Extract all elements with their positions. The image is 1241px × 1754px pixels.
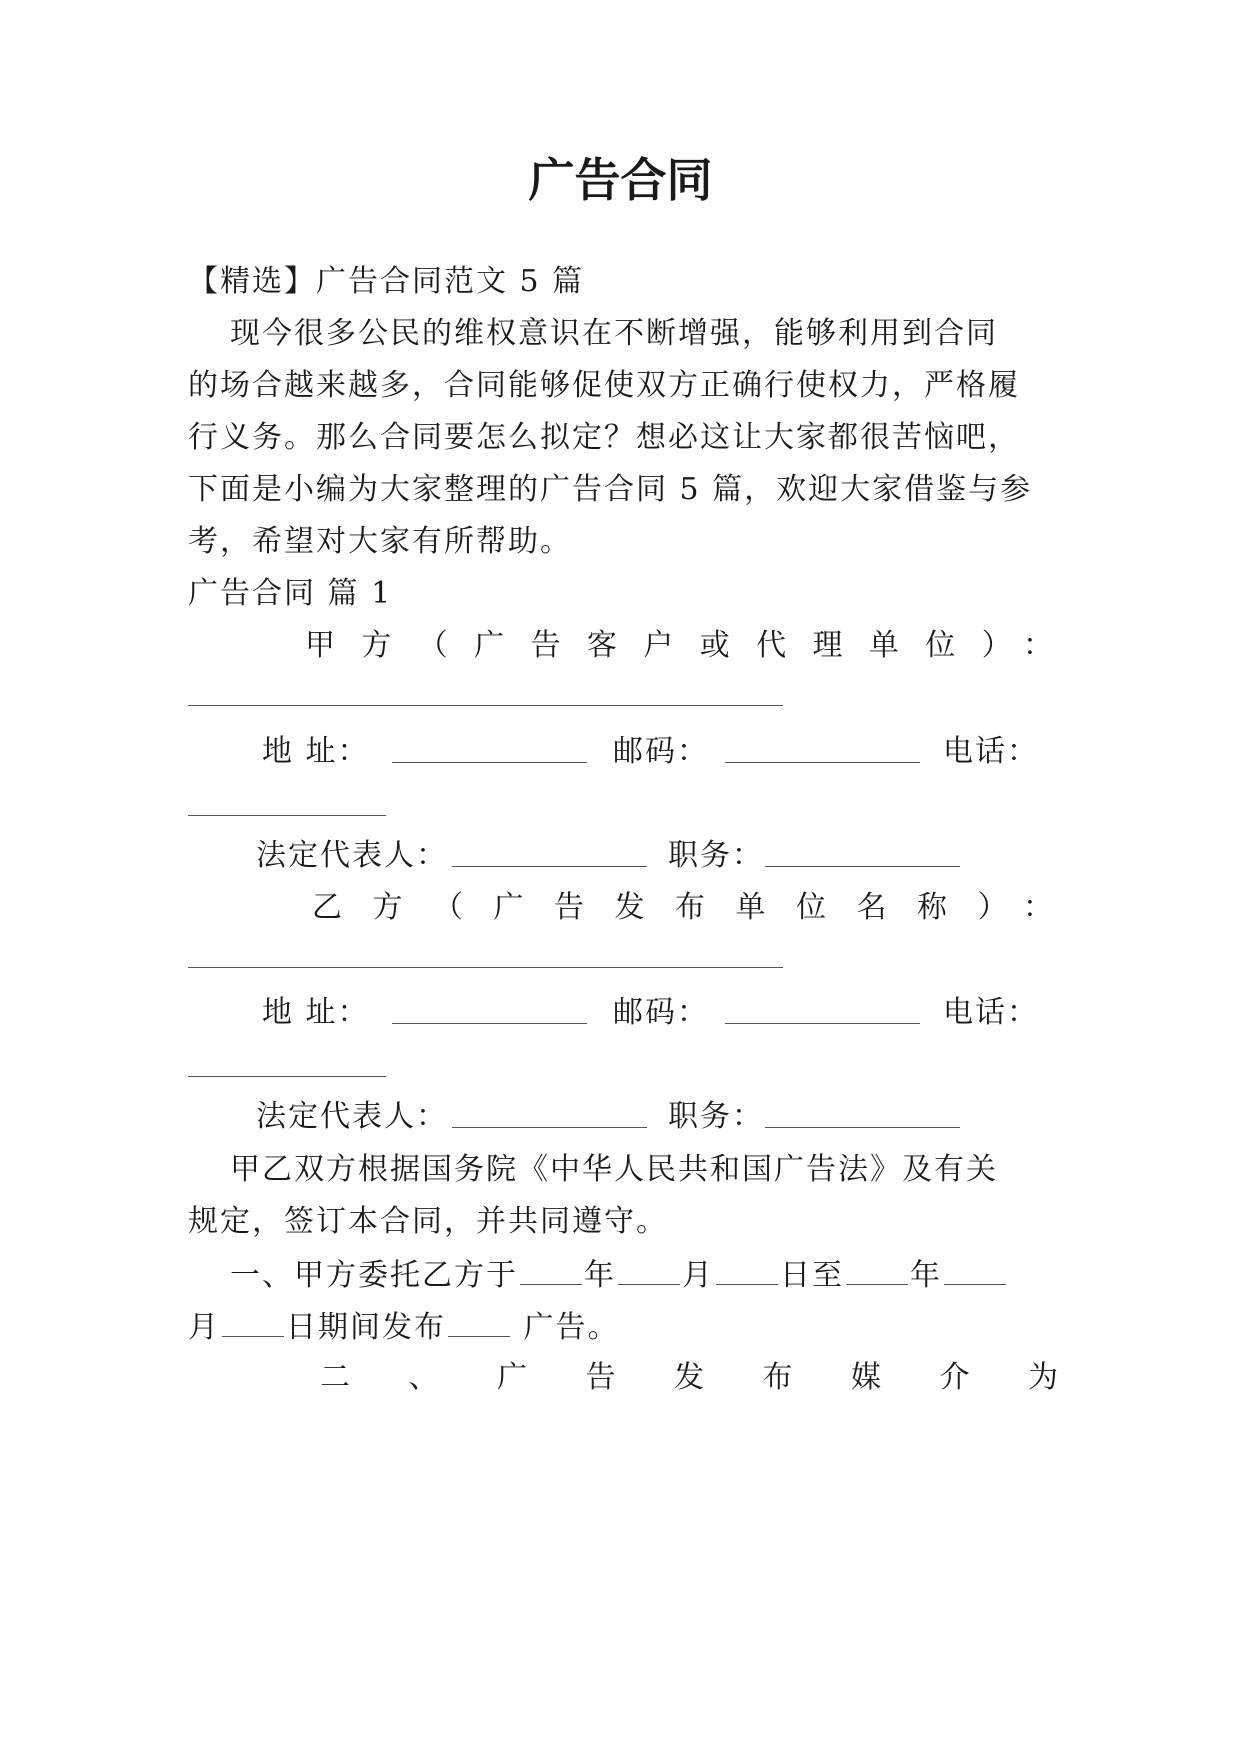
position-blank	[765, 1097, 960, 1128]
date-blank	[846, 1254, 908, 1285]
clause-1-line-1	[230, 1254, 1060, 1296]
address-label: 地 址：	[262, 734, 370, 769]
intro-line: 的场合越来越多，合同能够促使双方正确行使权力，严格履	[188, 368, 1020, 403]
day-period-label: 日期间发布	[286, 1310, 446, 1345]
date-blank	[716, 1254, 778, 1285]
address-blank	[392, 732, 587, 763]
basis-line: 甲乙双方根据国务院《中华人民共和国广告法》及有关	[230, 1152, 998, 1187]
party-b-name-blank	[188, 967, 783, 968]
phone-label: 电话：	[943, 734, 1039, 769]
date-blank	[618, 1254, 680, 1285]
date-blank	[944, 1254, 1006, 1285]
basis-line: 规定，签订本合同，并共同遵守。	[188, 1204, 668, 1239]
clause-1-prefix: 一、甲方委托乙方于	[230, 1258, 518, 1293]
address-label: 地 址：	[262, 995, 370, 1030]
party-a-label: 甲方（广告客户或代理单位）：	[305, 628, 1055, 663]
section-title: 广告合同 篇 1	[188, 576, 393, 611]
party-b-label: 乙方（广告发布单位名称）：	[312, 890, 1055, 925]
postcode-blank	[725, 732, 920, 763]
date-blank	[520, 1254, 582, 1285]
address-blank	[392, 993, 587, 1024]
party-a-rep-row	[188, 836, 1060, 876]
phone-blank	[188, 815, 386, 816]
position-blank	[765, 836, 960, 867]
clause-2-line: 二、广告发布媒介为	[320, 1360, 1060, 1395]
intro-line: 考，希望对大家有所帮助。	[188, 524, 572, 559]
postcode-label: 邮码：	[613, 995, 709, 1030]
rep-label: 法定代表人：	[256, 1099, 448, 1134]
rep-blank	[452, 836, 647, 867]
intro-line: 行义务。那么合同要怎么拟定？想必这让大家都很苦恼吧，	[188, 420, 1020, 455]
party-b-contact-row	[188, 993, 1060, 1033]
rep-blank	[452, 1097, 647, 1128]
rep-label: 法定代表人：	[256, 838, 448, 873]
party-b-rep-row	[188, 1097, 1060, 1137]
intro-line: 下面是小编为大家整理的广告合同 5 篇，欢迎大家借鉴与参	[188, 472, 1033, 507]
day-to-label: 日至	[780, 1258, 844, 1293]
clause-1-line-2	[188, 1306, 1060, 1348]
intro-heading: 【精选】广告合同范文 5 篇	[188, 264, 585, 299]
party-a-contact-row	[188, 732, 1060, 772]
date-blank	[222, 1306, 284, 1337]
phone-blank	[188, 1076, 386, 1077]
phone-label: 电话：	[943, 995, 1039, 1030]
year-label: 年	[584, 1258, 616, 1293]
page-title: 广告合同	[528, 153, 713, 207]
ad-label: 广告。	[523, 1310, 620, 1345]
ad-blank	[448, 1306, 510, 1337]
postcode-label: 邮码：	[613, 734, 709, 769]
month-label: 月	[188, 1310, 220, 1345]
intro-line: 现今很多公民的维权意识在不断增强，能够利用到合同	[230, 316, 998, 351]
party-a-name-blank	[188, 705, 783, 706]
position-label: 职务：	[668, 838, 764, 873]
position-label: 职务：	[668, 1099, 764, 1134]
postcode-blank	[725, 993, 920, 1024]
month-label: 月	[682, 1258, 714, 1293]
year-label: 年	[910, 1258, 942, 1293]
